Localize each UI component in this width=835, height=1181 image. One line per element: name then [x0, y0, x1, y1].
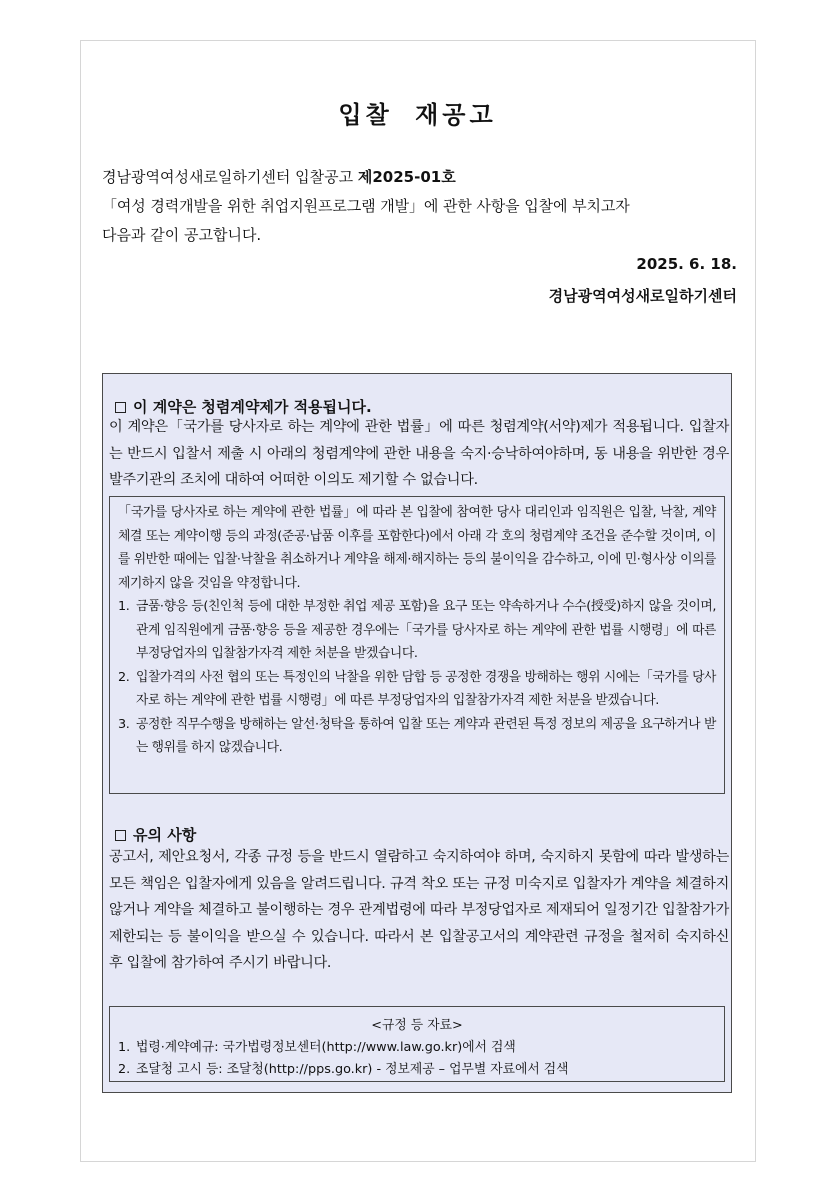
pledge-item-number: 3. — [118, 716, 130, 732]
notice-issuer-prefix: 경남광역여성새로일하기센터 입찰공고 — [102, 168, 358, 186]
pledge-item — [118, 666, 716, 713]
pledge-list — [118, 595, 716, 760]
pledge-box — [109, 496, 725, 794]
integrity-paragraph: 이 계약은「국가를 당사자로 하는 계약에 관한 법률」에 따른 청렴계약(서약)제가 적용됩니다. 입찰자는 반드시 입찰서 제출 시 아래의 청렴계약에 관한 내용을 숙지·승낙하여야하며, 동 내용을 위반한 경우 발주기관의 조치에 대하여 어떠한 이의도 제기할 수 없습니다. — [109, 419, 729, 488]
checkbox-square-icon — [115, 402, 126, 413]
caution-paragraph: 공고서, 제안요청서, 각종 규정 등을 반드시 열람하고 숙지하여야 하며, 숙지하지 못함에 따라 발생하는 모든 책임은 입찰자에게 있음을 알려드립니다. 규격 착오 또는 규정 미숙지로 입찰자가 계약을 체결하지 않거나 계약을 체결하고 불이행하는 경우 관계법령에 따라 부정당업자로 제재되어 일정기간 입찰참가가 제한되는 등 불이익을 받으실 수 있습니다. 따라서 본 입찰공고서의 계약관련 규정을 철저히 숙지하신 후 입찰에 참가하여 주시기 바랍니다. — [109, 849, 729, 971]
references-title: <규정 등 자료> — [371, 1018, 463, 1033]
reference-item — [118, 1037, 716, 1059]
pledge-item-number: 1. — [118, 599, 130, 614]
pledge-item — [118, 595, 716, 666]
pledge-item-text: 공정한 직무수행을 방해하는 알선·청탁을 통하여 입찰 또는 계약과 관련된 특정 정보의 제공을 요구하거나 받는 행위를 하지 않겠습니다. — [136, 716, 716, 755]
pledge-item-text: 금품·향응 등(친인척 등에 대한 부정한 취업 제공 포함)을 요구 또는 약속하거나 수수(授受)하지 않을 것이며, 관계 임직원에게 금품·향응 등을 제공한 경우에는「국가를 당사자로 하는 계약에 관한 법률 시행령」에 따른 부정당업자의 입찰참가자격 제한 처분을 받겠습니다. — [136, 599, 716, 661]
notice-date: 2025. 6. 18. — [636, 255, 737, 273]
pledge-item-number: 2. — [118, 669, 130, 685]
checkbox-square-icon — [115, 830, 126, 841]
references-box — [109, 1006, 725, 1082]
notice-number-line — [102, 163, 742, 192]
caution-heading — [115, 824, 196, 845]
pledge-intro: 「국가를 당사자로 하는 계약에 관한 법률」에 따라 본 입찰에 참여한 당사 대리인과 임직원은 입찰, 낙찰, 계약체결 또는 계약이행 등의 과정(준공·납품 이후를 포함한다)에서 아래 각 호의 청렴계약 조건을 준수할 것이며, 이를 위반한 때에는 입찰·낙찰을 취소하거나 계약을 해제·해지하는 등의 불이익을 감수하고, 이에 민·형사상 이의를 제기하지 않을 것임을 약정합니다. — [118, 505, 716, 591]
notice-number: 제2025-01호 — [357, 168, 456, 186]
reference-item — [118, 1059, 716, 1081]
reference-item-number: 1. — [118, 1040, 131, 1055]
notice-box — [102, 373, 732, 1093]
reference-item-number: 2. — [118, 1062, 131, 1077]
notice-subject-line: 「여성 경력개발을 위한 취업지원프로그램 개발」에 관한 사항을 입찰에 부치고자 — [102, 197, 630, 215]
reference-item-text: 조달청 고시 등: 조달청(http://pps.go.kr) - 정보제공 – 업무별 자료에서 검색 — [136, 1062, 569, 1077]
pledge-item-text: 입찰가격의 사전 협의 또는 특정인의 낙찰을 위한 담합 등 공정한 경쟁을 방해하는 행위 시에는「국가를 당사자로 하는 계약에 관한 법률 시행령」에 따른 부정당업자의 입찰참가자격 제한 처분을 받겠습니다. — [136, 669, 716, 708]
notice-issuer: 경남광역여성새로일하기센터 — [548, 287, 737, 305]
pledge-item — [118, 713, 716, 760]
document-title: 입찰 재공고 — [338, 101, 497, 129]
reference-item-text: 법령·계약예규: 국가법령정보센터(http://www.law.go.kr)에서 검색 — [136, 1040, 516, 1055]
integrity-heading-text: 이 계약은 청렴계약제가 적용됩니다. — [133, 398, 372, 416]
notice-announce-line: 다음과 같이 공고합니다. — [102, 226, 262, 244]
caution-heading-text: 유의 사항 — [133, 826, 197, 844]
references-list — [118, 1037, 716, 1081]
